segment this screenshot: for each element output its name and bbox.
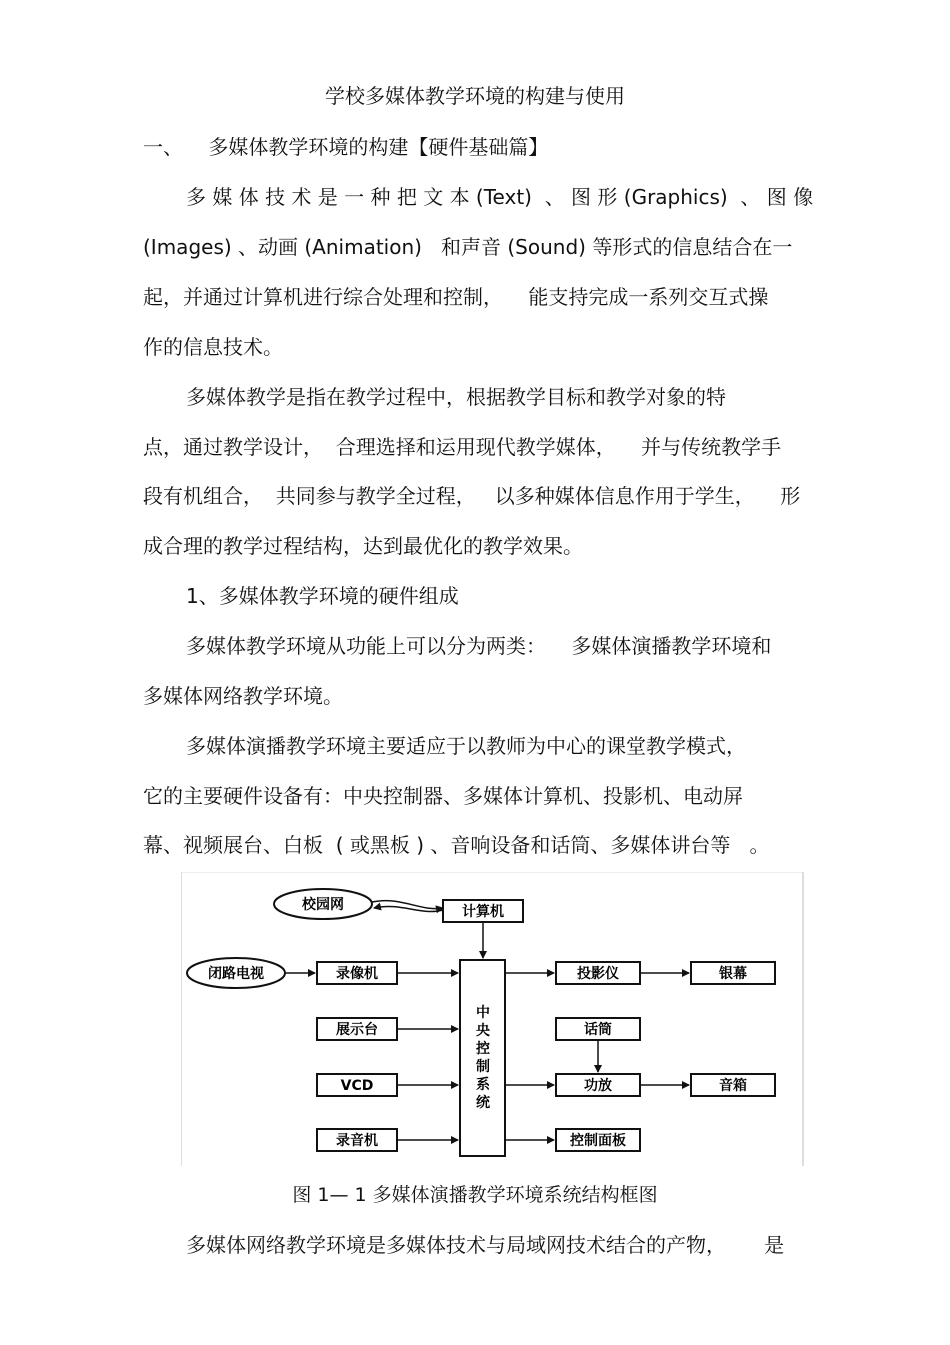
microphone-label: 话筒 <box>584 1022 612 1038</box>
paragraph-line: 点，通过教学设计， 合理选择和运用现代教学媒体， 并与传统教学手 <box>143 435 782 459</box>
projector-node <box>556 962 640 984</box>
speaker-node <box>691 1074 775 1096</box>
microphone-node <box>556 1018 640 1040</box>
central-char: 控 <box>476 1041 490 1057</box>
paragraph-line: 多媒体教学环境从功能上可以分为两类： 多媒体演播教学环境和 <box>186 634 772 658</box>
system-block-diagram <box>181 872 804 1166</box>
central-char: 制 <box>476 1059 490 1075</box>
paragraph-line: (Images) 、动画 (Animation) 和声音 (Sound) 等形式的信息结合在一 <box>143 235 793 259</box>
tape-recorder-label: 录音机 <box>336 1133 378 1149</box>
paragraph-line: 幕、视频展台、白板 ( 或黑板 ) 、音响设备和话筒、多媒体讲台等 。 <box>143 833 770 857</box>
screen-node <box>691 962 775 984</box>
paragraph-line: 段有机组合， 共同参与教学全过程， 以多种媒体信息作用于学生， 形 <box>143 484 801 508</box>
display-stand-label: 展示台 <box>336 1022 378 1038</box>
screen-label: 银幕 <box>719 966 747 982</box>
central-char: 中 <box>476 1005 490 1021</box>
section-heading: 一、 多媒体教学环境的构建【硬件基础篇】 <box>143 135 549 159</box>
speaker-label: 音箱 <box>719 1078 747 1094</box>
tape-recorder-node <box>317 1129 397 1151</box>
cctv-label: 闭路电视 <box>208 966 264 982</box>
cctv-node <box>187 958 285 988</box>
campus-network-node <box>274 889 372 919</box>
amplifier-label: 功放 <box>584 1078 612 1094</box>
central-char: 统 <box>476 1095 490 1111</box>
vcr-node <box>317 962 397 984</box>
vcd-label: VCD <box>340 1078 374 1094</box>
central-char: 央 <box>476 1023 490 1039</box>
paragraph-line: 成合理的教学过程结构，达到最优化的教学效果。 <box>143 534 583 558</box>
paragraph-line: 作的信息技术。 <box>143 335 283 359</box>
control-panel-node <box>556 1129 640 1151</box>
central-control-node <box>460 960 505 1156</box>
page-title: 学校多媒体教学环境的构建与使用 <box>325 84 625 108</box>
campus-network-label: 校园网 <box>302 897 344 913</box>
paragraph-line: 它的主要硬件设备有：中央控制器、多媒体计算机、投影机、电动屏 <box>143 784 743 808</box>
control-panel-label: 控制面板 <box>570 1133 626 1149</box>
computer-node <box>443 900 523 922</box>
paragraph-line: 多 媒 体 技 术 是 一 种 把 文 本 (Text) 、 图 形 (Graphics) 、 图 像 <box>186 185 814 209</box>
central-char: 系 <box>476 1077 490 1093</box>
paragraph-line: 多媒体网络教学环境是多媒体技术与局域网技术结合的产物， 是 <box>186 1233 785 1257</box>
display-stand-node <box>317 1018 397 1040</box>
paragraph-line: 多媒体网络教学环境。 <box>143 684 343 708</box>
subsection-heading: 1、多媒体教学环境的硬件组成 <box>186 584 459 608</box>
vcr-label: 录像机 <box>336 966 378 982</box>
projector-label: 投影仪 <box>577 966 619 982</box>
amplifier-node <box>556 1074 640 1096</box>
figure-caption: 图 1— 1 多媒体演播教学环境系统结构框图 <box>292 1184 658 1206</box>
vcd-node <box>317 1074 397 1096</box>
paragraph-line: 多媒体教学是指在教学过程中，根据教学目标和教学对象的特 <box>186 385 726 409</box>
computer-label: 计算机 <box>462 904 504 920</box>
paragraph-line: 多媒体演播教学环境主要适应于以教师为中心的课堂教学模式， <box>186 734 746 758</box>
paragraph-line: 起，并通过计算机进行综合处理和控制， 能支持完成一系列交互式操 <box>143 285 769 309</box>
